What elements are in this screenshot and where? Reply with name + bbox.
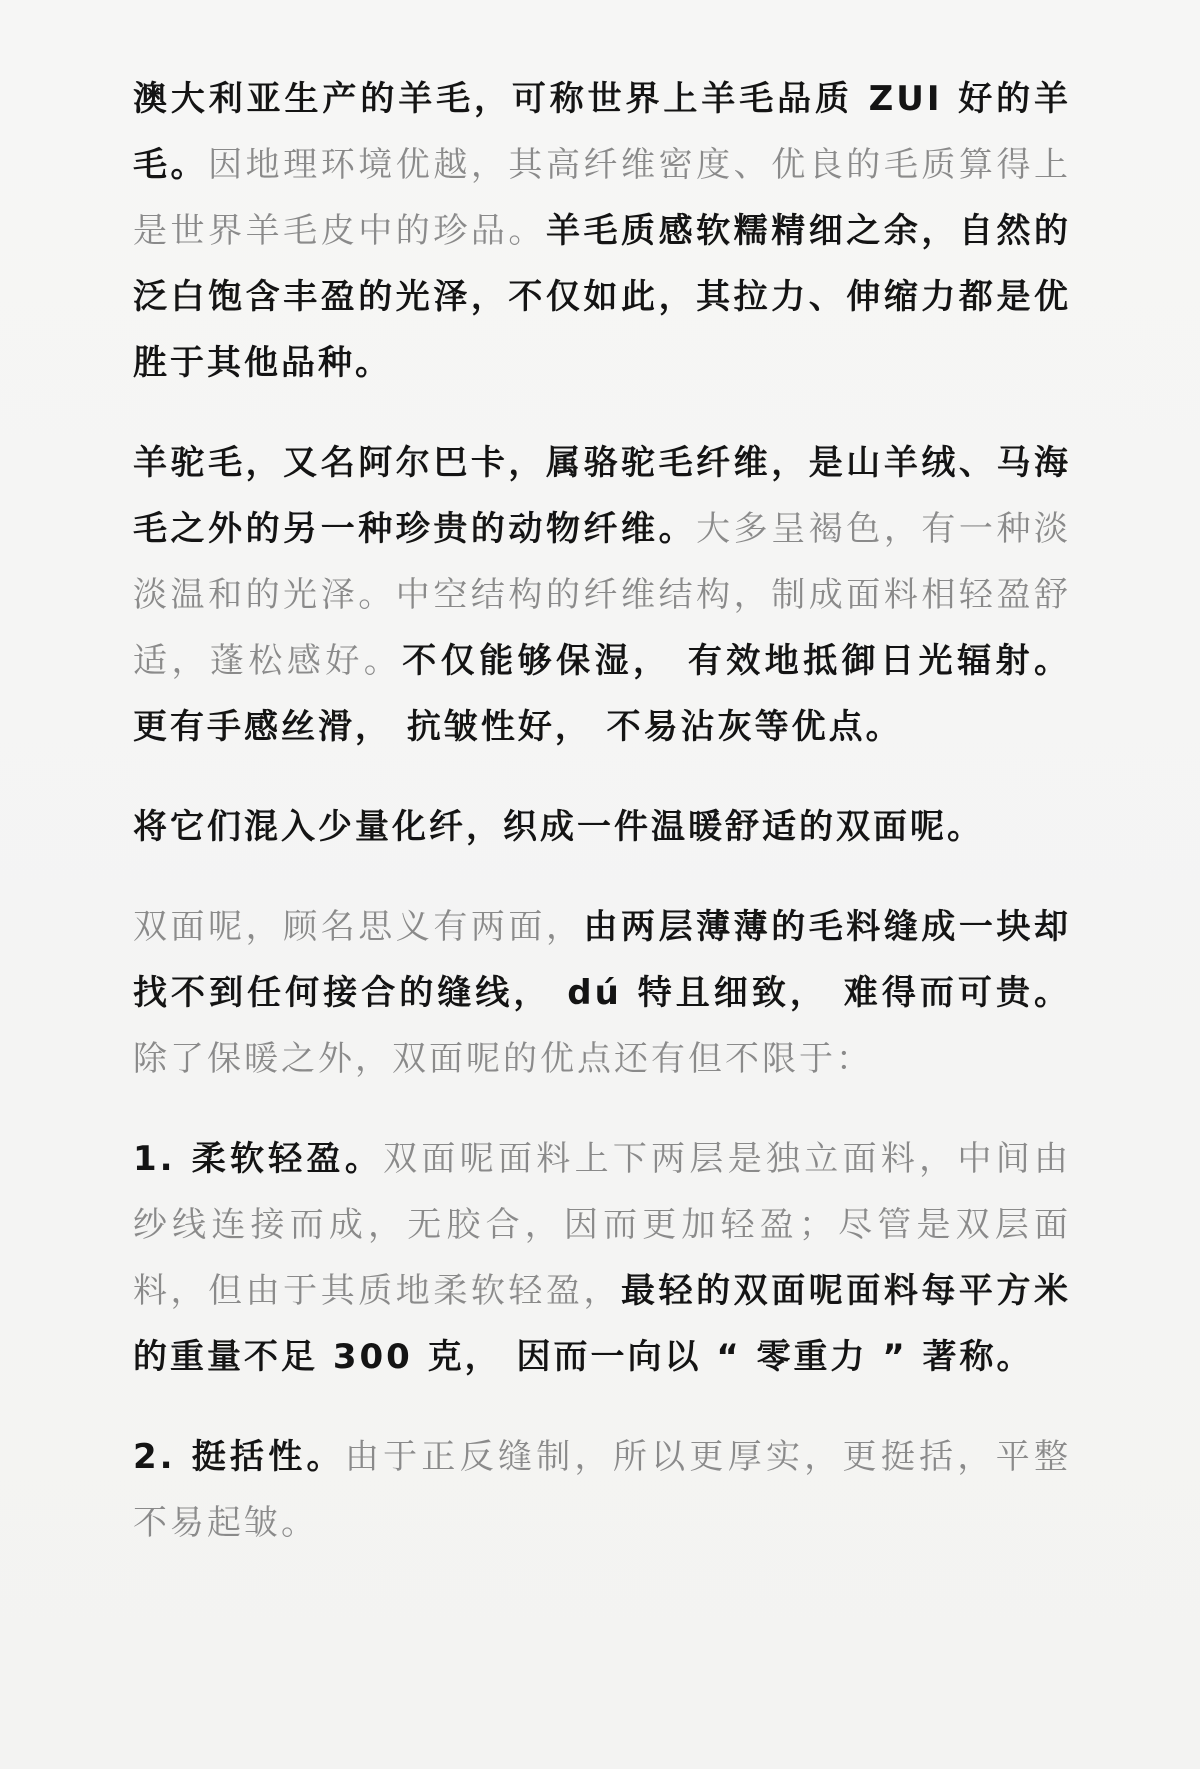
body-text: 大多呈褐色，有一种淡淡温和的光泽。中空结构的纤维结构，制成面料相轻盈舒适，蓬松感好。 <box>133 509 1071 681</box>
paragraph-alpaca <box>133 430 1071 760</box>
paragraph-point-2 <box>133 1424 1071 1556</box>
highlight-text: 羊驼毛，又名阿尔巴卡，属骆驼毛纤维，是山羊绒、马海毛之外的另一种珍贵的动物纤维。 <box>133 443 1071 549</box>
highlight-text: 将它们混入少量化纤，织成一件温暖舒适的双面呢。 <box>133 807 984 847</box>
article-body <box>133 66 1071 1590</box>
highlight-text: 最轻的双面呢面料每平方米的重量不足 300 克， 因而一向以 “ 零重力 ” 著称。 <box>133 1271 1072 1377</box>
body-text: 除了保暖之外，双面呢的优点还有但不限于： <box>133 1039 873 1079</box>
paragraph-australian-wool <box>133 66 1071 396</box>
highlight-text: 由两层薄薄的毛料缝成一块却找不到任何接合的缝线， dú 特且细致， 难得而可贵。 <box>133 907 1071 1013</box>
highlight-text: 不仅能够保湿， 有效地抵御日光辐射。更有手感丝滑， 抗皱性好， 不易沾灰等优点。 <box>133 641 1072 747</box>
point-heading: 1. 柔软轻盈。 <box>133 1139 384 1179</box>
body-text: 由于正反缝制，所以更厚实，更挺括，平整不易起皱。 <box>133 1437 1071 1543</box>
paragraph-double-face <box>133 894 1071 1092</box>
paragraph-point-1 <box>133 1126 1071 1390</box>
point-heading: 2. 挺括性。 <box>133 1437 345 1477</box>
highlight-text: 澳大利亚生产的羊毛，可称世界上羊毛品质 ZUI 好的羊毛。 <box>133 79 1071 185</box>
body-text: 因地理环境优越，其高纤维密度、优良的毛质算得上是世界羊毛皮中的珍品。 <box>133 145 1072 251</box>
body-text: 双面呢，顾名思义有两面， <box>133 907 584 947</box>
body-text: 双面呢面料上下两层是独立面料，中间由纱线连接而成，无胶合，因而更加轻盈；尽管是双层面料，但由于其质地柔软轻盈， <box>133 1139 1072 1311</box>
paragraph-blend <box>133 794 1071 860</box>
highlight-text: 羊毛质感软糯精细之余，自然的泛白饱含丰盈的光泽，不仅如此，其拉力、伸缩力都是优胜于其他品种。 <box>133 211 1072 383</box>
